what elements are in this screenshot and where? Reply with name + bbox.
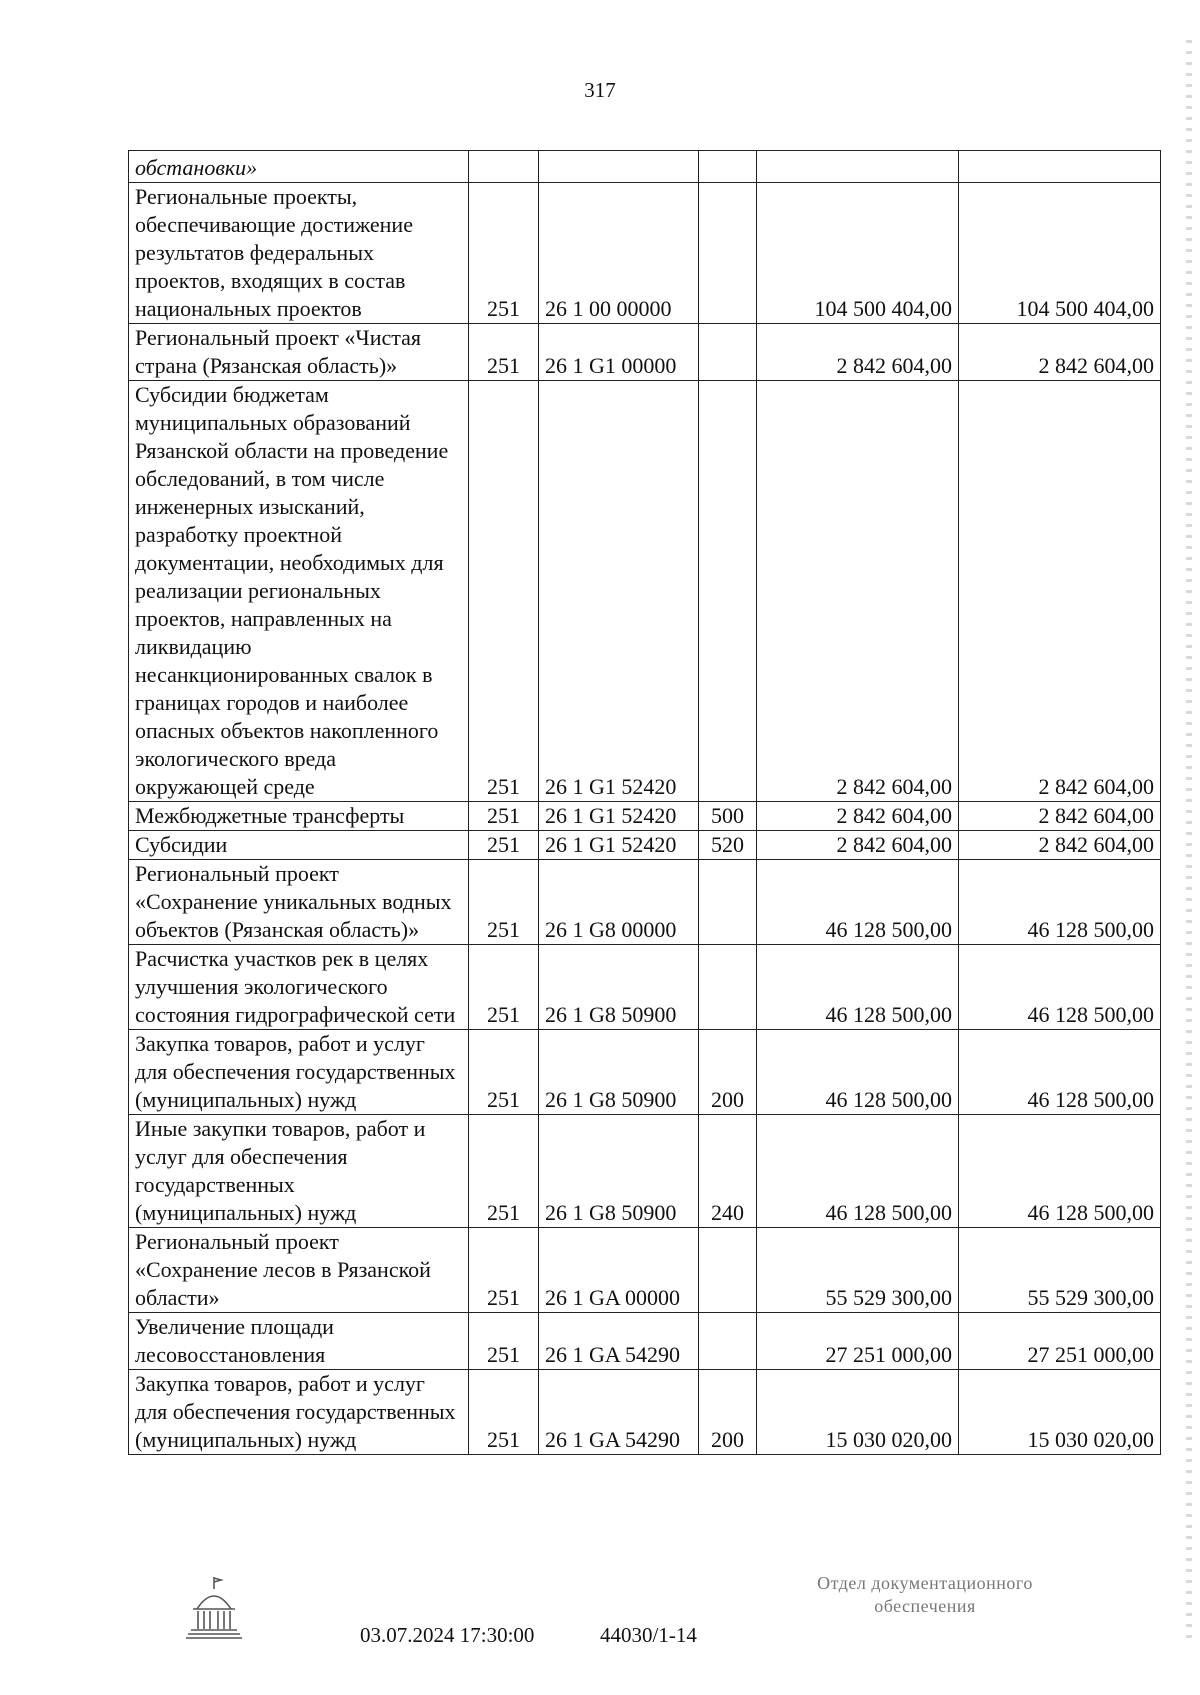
- table-row: [129, 183, 1161, 324]
- row-code: 26 1 G1 52420: [539, 831, 699, 860]
- row-name: Субсидии: [129, 831, 469, 860]
- row-sum1: 55 529 300,00: [757, 1228, 959, 1313]
- table-row: [129, 945, 1161, 1030]
- row-sum2: 27 251 000,00: [959, 1313, 1161, 1370]
- row-name: Иные закупки товаров, работ и услуг для обеспечения государственных (муниципальных) нужд: [129, 1115, 469, 1228]
- row-sum2: 46 128 500,00: [959, 1030, 1161, 1115]
- row-gr: 251: [469, 381, 539, 802]
- row-name: Региональный проект «Сохранение лесов в Рязанской области»: [129, 1228, 469, 1313]
- row-name: Межбюджетные трансферты: [129, 802, 469, 831]
- row-name: Расчистка участков рек в целях улучшения экологического состояния гидрографической сети: [129, 945, 469, 1030]
- row-vr: [699, 151, 757, 183]
- row-sum1: 46 128 500,00: [757, 1030, 959, 1115]
- stamp-line1: Отдел документационного: [817, 1573, 1033, 1593]
- stamp-line2: обеспечения: [874, 1596, 976, 1616]
- row-vr: [699, 381, 757, 802]
- row-sum2: [959, 151, 1161, 183]
- table-row: [129, 1030, 1161, 1115]
- row-gr: 251: [469, 945, 539, 1030]
- row-code: 26 1 GA 00000: [539, 1228, 699, 1313]
- row-vr: 200: [699, 1370, 757, 1455]
- scan-edge-artifact: [1186, 40, 1192, 1640]
- table-row: [129, 324, 1161, 381]
- row-name: Субсидии бюджетам муниципальных образований Рязанской области на проведение обследований, в том числе инженерных изысканий, разработку проектной документации, необходимых для реализации региональных проектов, направленных на ликвидацию несанкционированных свалок в границах городов и наиболее опасных объектов накопленного экологического вреда окружающей среде: [129, 381, 469, 802]
- table-row: [129, 1370, 1161, 1455]
- row-vr: [699, 324, 757, 381]
- row-code: 26 1 GA 54290: [539, 1313, 699, 1370]
- table-row: [129, 381, 1161, 802]
- row-gr: 251: [469, 1030, 539, 1115]
- row-name: Закупка товаров, работ и услуг для обеспечения государственных (муниципальных) нужд: [129, 1030, 469, 1115]
- table-row: [129, 860, 1161, 945]
- row-sum2: 104 500 404,00: [959, 183, 1161, 324]
- row-sum2: 46 128 500,00: [959, 860, 1161, 945]
- row-vr: [699, 860, 757, 945]
- row-name: Региональные проекты, обеспечивающие достижение результатов федеральных проектов, входящих в состав национальных проектов: [129, 183, 469, 324]
- table-row: [129, 1115, 1161, 1228]
- row-sum2: 2 842 604,00: [959, 381, 1161, 802]
- row-code: 26 1 G8 50900: [539, 1115, 699, 1228]
- row-vr: 520: [699, 831, 757, 860]
- row-sum1: 15 030 020,00: [757, 1370, 959, 1455]
- row-sum1: 27 251 000,00: [757, 1313, 959, 1370]
- row-name: Закупка товаров, работ и услуг для обеспечения государственных (муниципальных) нужд: [129, 1370, 469, 1455]
- row-sum1: 104 500 404,00: [757, 183, 959, 324]
- budget-table: [128, 150, 1161, 1455]
- row-vr: 240: [699, 1115, 757, 1228]
- row-sum1: 2 842 604,00: [757, 802, 959, 831]
- row-gr: 251: [469, 183, 539, 324]
- row-gr: 251: [469, 860, 539, 945]
- row-sum2: 46 128 500,00: [959, 945, 1161, 1030]
- row-vr: 200: [699, 1030, 757, 1115]
- row-sum1: 46 128 500,00: [757, 860, 959, 945]
- row-code: 26 1 G1 52420: [539, 381, 699, 802]
- row-sum2: 46 128 500,00: [959, 1115, 1161, 1228]
- row-vr: 500: [699, 802, 757, 831]
- row-code: 26 1 G1 00000: [539, 324, 699, 381]
- row-sum2: 2 842 604,00: [959, 831, 1161, 860]
- row-code: 26 1 00 00000: [539, 183, 699, 324]
- row-sum1: 46 128 500,00: [757, 945, 959, 1030]
- row-vr: [699, 945, 757, 1030]
- row-sum2: 55 529 300,00: [959, 1228, 1161, 1313]
- row-gr: [469, 151, 539, 183]
- table-row: [129, 802, 1161, 831]
- table-row: [129, 151, 1161, 183]
- table-row: [129, 831, 1161, 860]
- row-gr: 251: [469, 324, 539, 381]
- row-gr: 251: [469, 1115, 539, 1228]
- row-sum1: 2 842 604,00: [757, 831, 959, 860]
- row-sum2: 2 842 604,00: [959, 802, 1161, 831]
- duma-building-logo-icon: [183, 1575, 245, 1643]
- row-name: обстановки»: [129, 151, 469, 183]
- page-number: 317: [584, 78, 616, 102]
- footer-date: 03.07.2024 17:30:00: [360, 1623, 535, 1647]
- row-code: 26 1 G1 52420: [539, 802, 699, 831]
- row-sum2: 15 030 020,00: [959, 1370, 1161, 1455]
- row-sum1: [757, 151, 959, 183]
- row-sum1: 2 842 604,00: [757, 324, 959, 381]
- row-code: 26 1 G8 50900: [539, 945, 699, 1030]
- row-gr: 251: [469, 1370, 539, 1455]
- department-stamp: [775, 1572, 1075, 1618]
- row-name: Региональный проект «Чистая страна (Рязанская область)»: [129, 324, 469, 381]
- row-name: Увеличение площади лесовосстановления: [129, 1313, 469, 1370]
- row-code: [539, 151, 699, 183]
- row-sum1: 46 128 500,00: [757, 1115, 959, 1228]
- row-sum2: 2 842 604,00: [959, 324, 1161, 381]
- table-row: [129, 1313, 1161, 1370]
- footer-doc-number: 44030/1-14: [600, 1623, 697, 1647]
- row-sum1: 2 842 604,00: [757, 381, 959, 802]
- row-vr: [699, 183, 757, 324]
- row-gr: 251: [469, 1313, 539, 1370]
- row-code: 26 1 G8 50900: [539, 1030, 699, 1115]
- row-gr: 251: [469, 831, 539, 860]
- row-name: Региональный проект «Сохранение уникальных водных объектов (Рязанская область)»: [129, 860, 469, 945]
- row-gr: 251: [469, 1228, 539, 1313]
- row-vr: [699, 1228, 757, 1313]
- row-code: 26 1 G8 00000: [539, 860, 699, 945]
- row-gr: 251: [469, 802, 539, 831]
- row-code: 26 1 GA 54290: [539, 1370, 699, 1455]
- row-vr: [699, 1313, 757, 1370]
- table-row: [129, 1228, 1161, 1313]
